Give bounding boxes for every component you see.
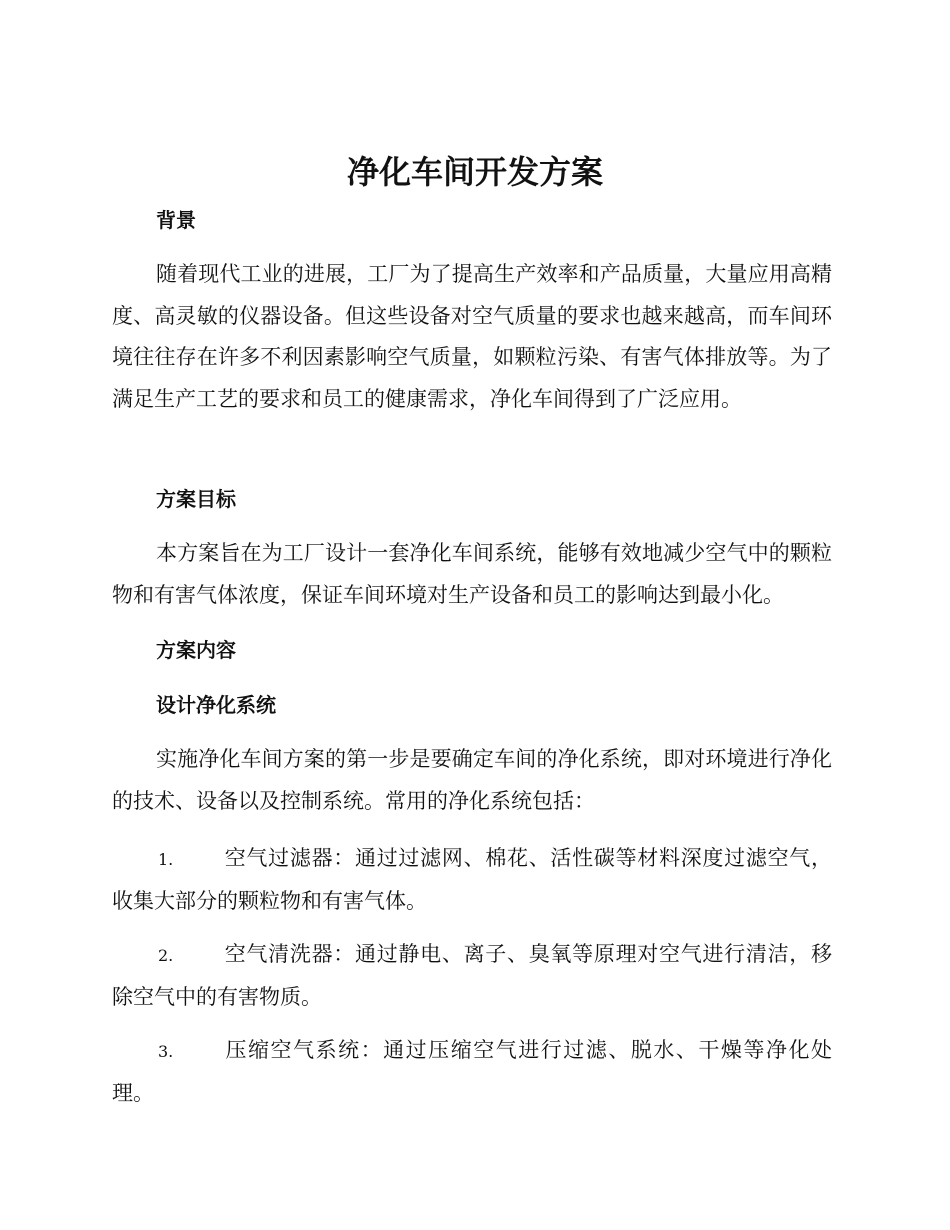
section-heading-goal: 方案目标	[156, 487, 236, 511]
list-item	[112, 1030, 832, 1114]
list-item-text: 空气清洗器：通过静电、离子、臭氧等原理对空气进行清洁，移除空气中的有害物质。	[112, 942, 832, 1009]
section-heading-background: 背景	[156, 208, 196, 232]
goal-paragraph: 本方案旨在为工厂设计一套净化车间系统，能够有效地减少空气中的颗粒物和有害气体浓度，保证车间环境对生产设备和员工的影响达到最小化。	[112, 541, 832, 607]
background-paragraph: 随着现代工业的进展，工厂为了提高生产效率和产品质量，大量应用高精度、高灵敏的仪器设备。但这些设备对空气质量的要求也越来越高，而车间环境往往存在许多不利因素影响空气质量，如颗粒污染、有害气体排放等。为了满足生产工艺的要求和员工的健康需求，净化车间得到了广泛应用。	[112, 262, 832, 411]
list-item	[112, 838, 832, 922]
list-item-text: 压缩空气系统：通过压缩空气进行过滤、脱水、干燥等净化处理。	[112, 1038, 832, 1105]
list-item-number: 3.	[158, 1042, 174, 1061]
section-heading-content: 方案内容	[156, 638, 236, 662]
document-title: 净化车间开发方案	[346, 153, 603, 191]
section-heading-design: 设计净化系统	[156, 693, 276, 717]
list-item-text: 空气过滤器：通过过滤网、棉花、活性碳等材料深度过滤空气，收集大部分的颗粒物和有害气体。	[112, 846, 832, 913]
list-item-number: 2.	[158, 946, 174, 965]
design-paragraph: 实施净化车间方案的第一步是要确定车间的净化系统，即对环境进行净化的技术、设备以及控制系统。常用的净化系统包括：	[112, 747, 832, 813]
list-item-number: 1.	[158, 850, 174, 869]
list-item	[112, 934, 832, 1018]
